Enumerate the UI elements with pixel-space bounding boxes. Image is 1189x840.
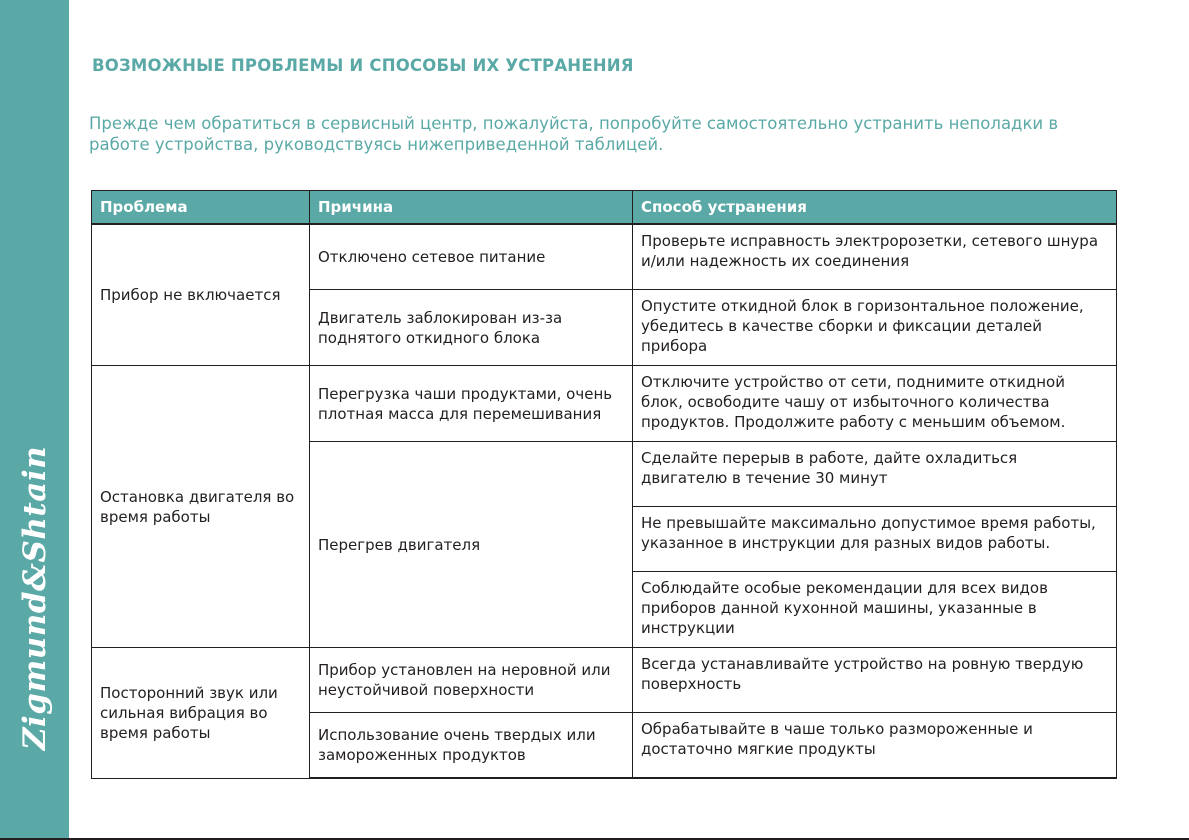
table-row (92, 224, 1117, 290)
solution-cell: Сделайте перерыв в работе, дайте охладиться двигателю в течение 30 минут (633, 442, 1117, 507)
brand-sidebar (0, 0, 69, 838)
cause-cell: Двигатель заблокирован из-за поднятого откидного блока (310, 290, 633, 366)
intro-text: Прежде чем обратиться в сервисный центр, пожалуйста, попробуйте самостоятельно устранить неполадки в работе устройства, руководствуясь нижеприведенной таблицей. (89, 114, 1059, 154)
troubleshooting-table (91, 190, 1117, 779)
brand-logo: Zigmund&Shtain (17, 445, 53, 751)
solution-cell: Всегда устанавливайте устройство на ровную твердую поверхность (633, 648, 1117, 713)
page-title: ВОЗМОЖНЫЕ ПРОБЛЕМЫ И СПОСОБЫ ИХ УСТРАНЕНИЯ (92, 56, 634, 75)
cause-cell: Отключено сетевое питание (310, 224, 633, 290)
header-solution: Способ устранения (633, 191, 1117, 225)
problem-cell: Остановка двигателя во время работы (92, 366, 310, 648)
table-header-row (92, 191, 1117, 225)
cause-cell: Перегрев двигателя (310, 442, 633, 648)
solution-cell: Отключите устройство от сети, поднимите откидной блок, освободите чашу от избыточного количества продуктов. Продолжите работу с меньшим объемом. (633, 366, 1117, 442)
solution-cell: Проверьте исправность электророзетки, сетевого шнура и/или надежность их соединения (633, 224, 1117, 290)
solution-cell: Опустите откидной блок в горизонтальное положение, убедитесь в качестве сборки и фиксации деталей прибора (633, 290, 1117, 366)
table-row (92, 648, 1117, 713)
header-cause: Причина (310, 191, 633, 225)
solution-cell: Обрабатывайте в чаше только размороженные и достаточно мягкие продукты (633, 713, 1117, 779)
header-problem: Проблема (92, 191, 310, 225)
problem-cell: Посторонний звук или сильная вибрация во время работы (92, 648, 310, 779)
solution-cell: Соблюдайте особые рекомендации для всех видов приборов данной кухонной машины, указанные в инструкции (633, 572, 1117, 648)
cause-cell: Прибор установлен на неровной или неустойчивой поверхности (310, 648, 633, 713)
problem-cell: Прибор не включается (92, 224, 310, 366)
cause-cell: Использование очень твердых или замороженных продуктов (310, 713, 633, 779)
solution-cell: Не превышайте максимально допустимое время работы, указанное в инструкции для разных видов работы. (633, 507, 1117, 572)
cause-cell: Перегрузка чаши продуктами, очень плотная масса для перемешивания (310, 366, 633, 442)
table-row (92, 366, 1117, 442)
